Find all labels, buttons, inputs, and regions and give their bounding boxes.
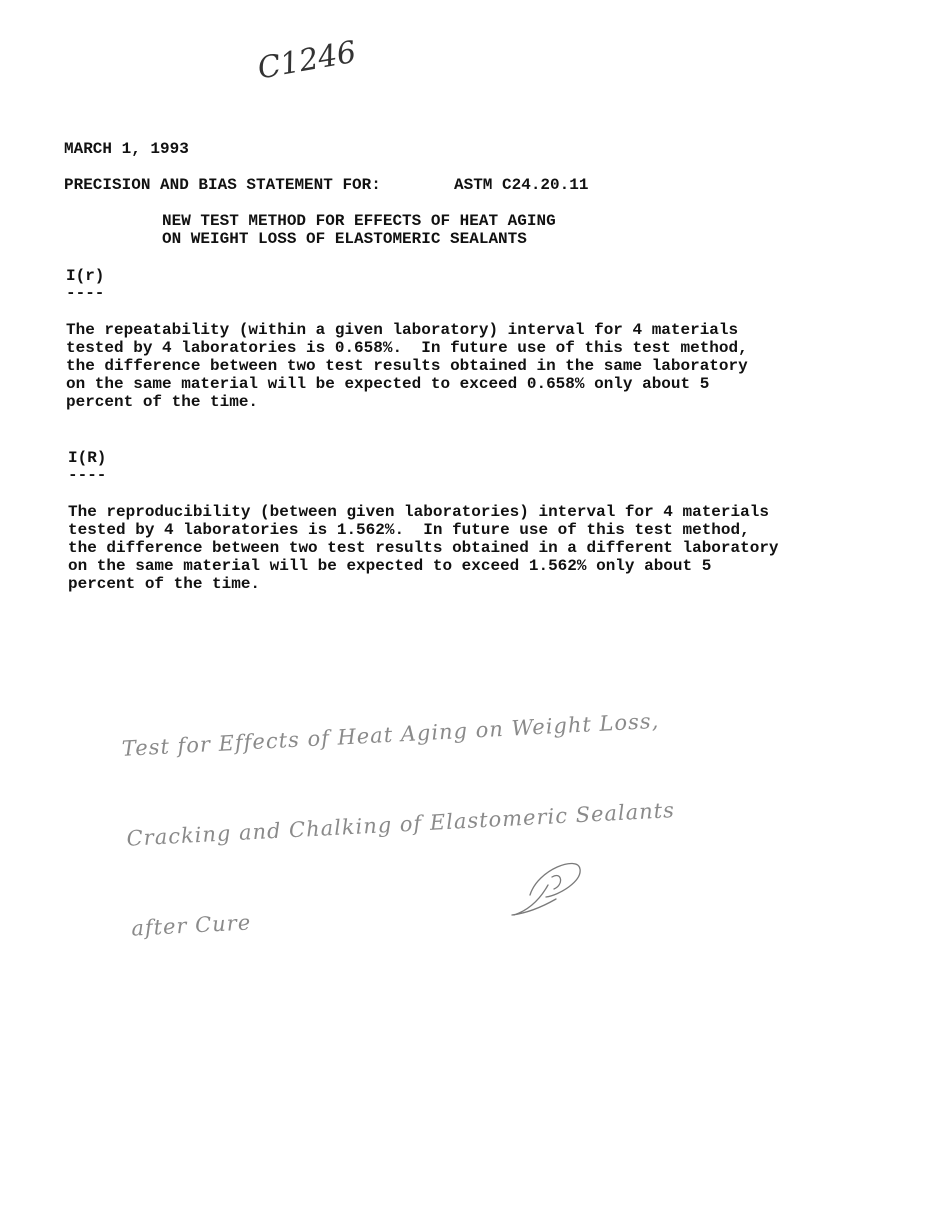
paragraph-line: on the same material will be expected to exceed 0.658% only about 5 [66,375,710,393]
paragraph-line: on the same material will be expected to exceed 1.562% only about 5 [68,557,712,575]
paragraph-line: the difference between two test results obtained in the same laboratory [66,357,748,375]
method-title-line-2: ON WEIGHT LOSS OF ELASTOMERIC SEALANTS [162,230,527,248]
handwritten-note-line: Test for Effects of Heat Aging on Weight Loss, [121,708,660,761]
paragraph-line: The reproducibility (between given laboratories) interval for 4 materials [68,503,769,521]
paragraph-line: tested by 4 laboratories is 1.562%. In future use of this test method, [68,521,750,539]
document-date: MARCH 1, 1993 [64,140,189,158]
paragraph-line: tested by 4 laboratories is 0.658%. In future use of this test method, [66,339,748,357]
handwritten-note-line: Cracking and Chalking of Elastomeric Sealants [126,798,676,851]
paragraph-line: percent of the time. [66,393,259,411]
method-title-line-1: NEW TEST METHOD FOR EFFECTS OF HEAT AGING [162,212,556,230]
section-heading-underline: ---- [68,466,107,484]
section-heading-underline: ---- [66,284,105,302]
handwritten-document-code: C1246 [255,34,359,87]
paragraph-line: The repeatability (within a given laboratory) interval for 4 materials [66,321,739,339]
paragraph-line: the difference between two test results obtained in a different laboratory [68,539,779,557]
paragraph-line: percent of the time. [68,575,261,593]
handwritten-note-line: after Cure [130,910,252,941]
section-heading-reproducibility: I(R) [68,449,107,467]
handwritten-initial-mark [508,855,588,925]
handwritten-note [118,645,682,973]
section-heading-repeatability: I(r) [66,267,105,285]
statement-label: PRECISION AND BIAS STATEMENT FOR: [64,176,381,194]
statement-code: ASTM C24.20.11 [454,176,589,194]
